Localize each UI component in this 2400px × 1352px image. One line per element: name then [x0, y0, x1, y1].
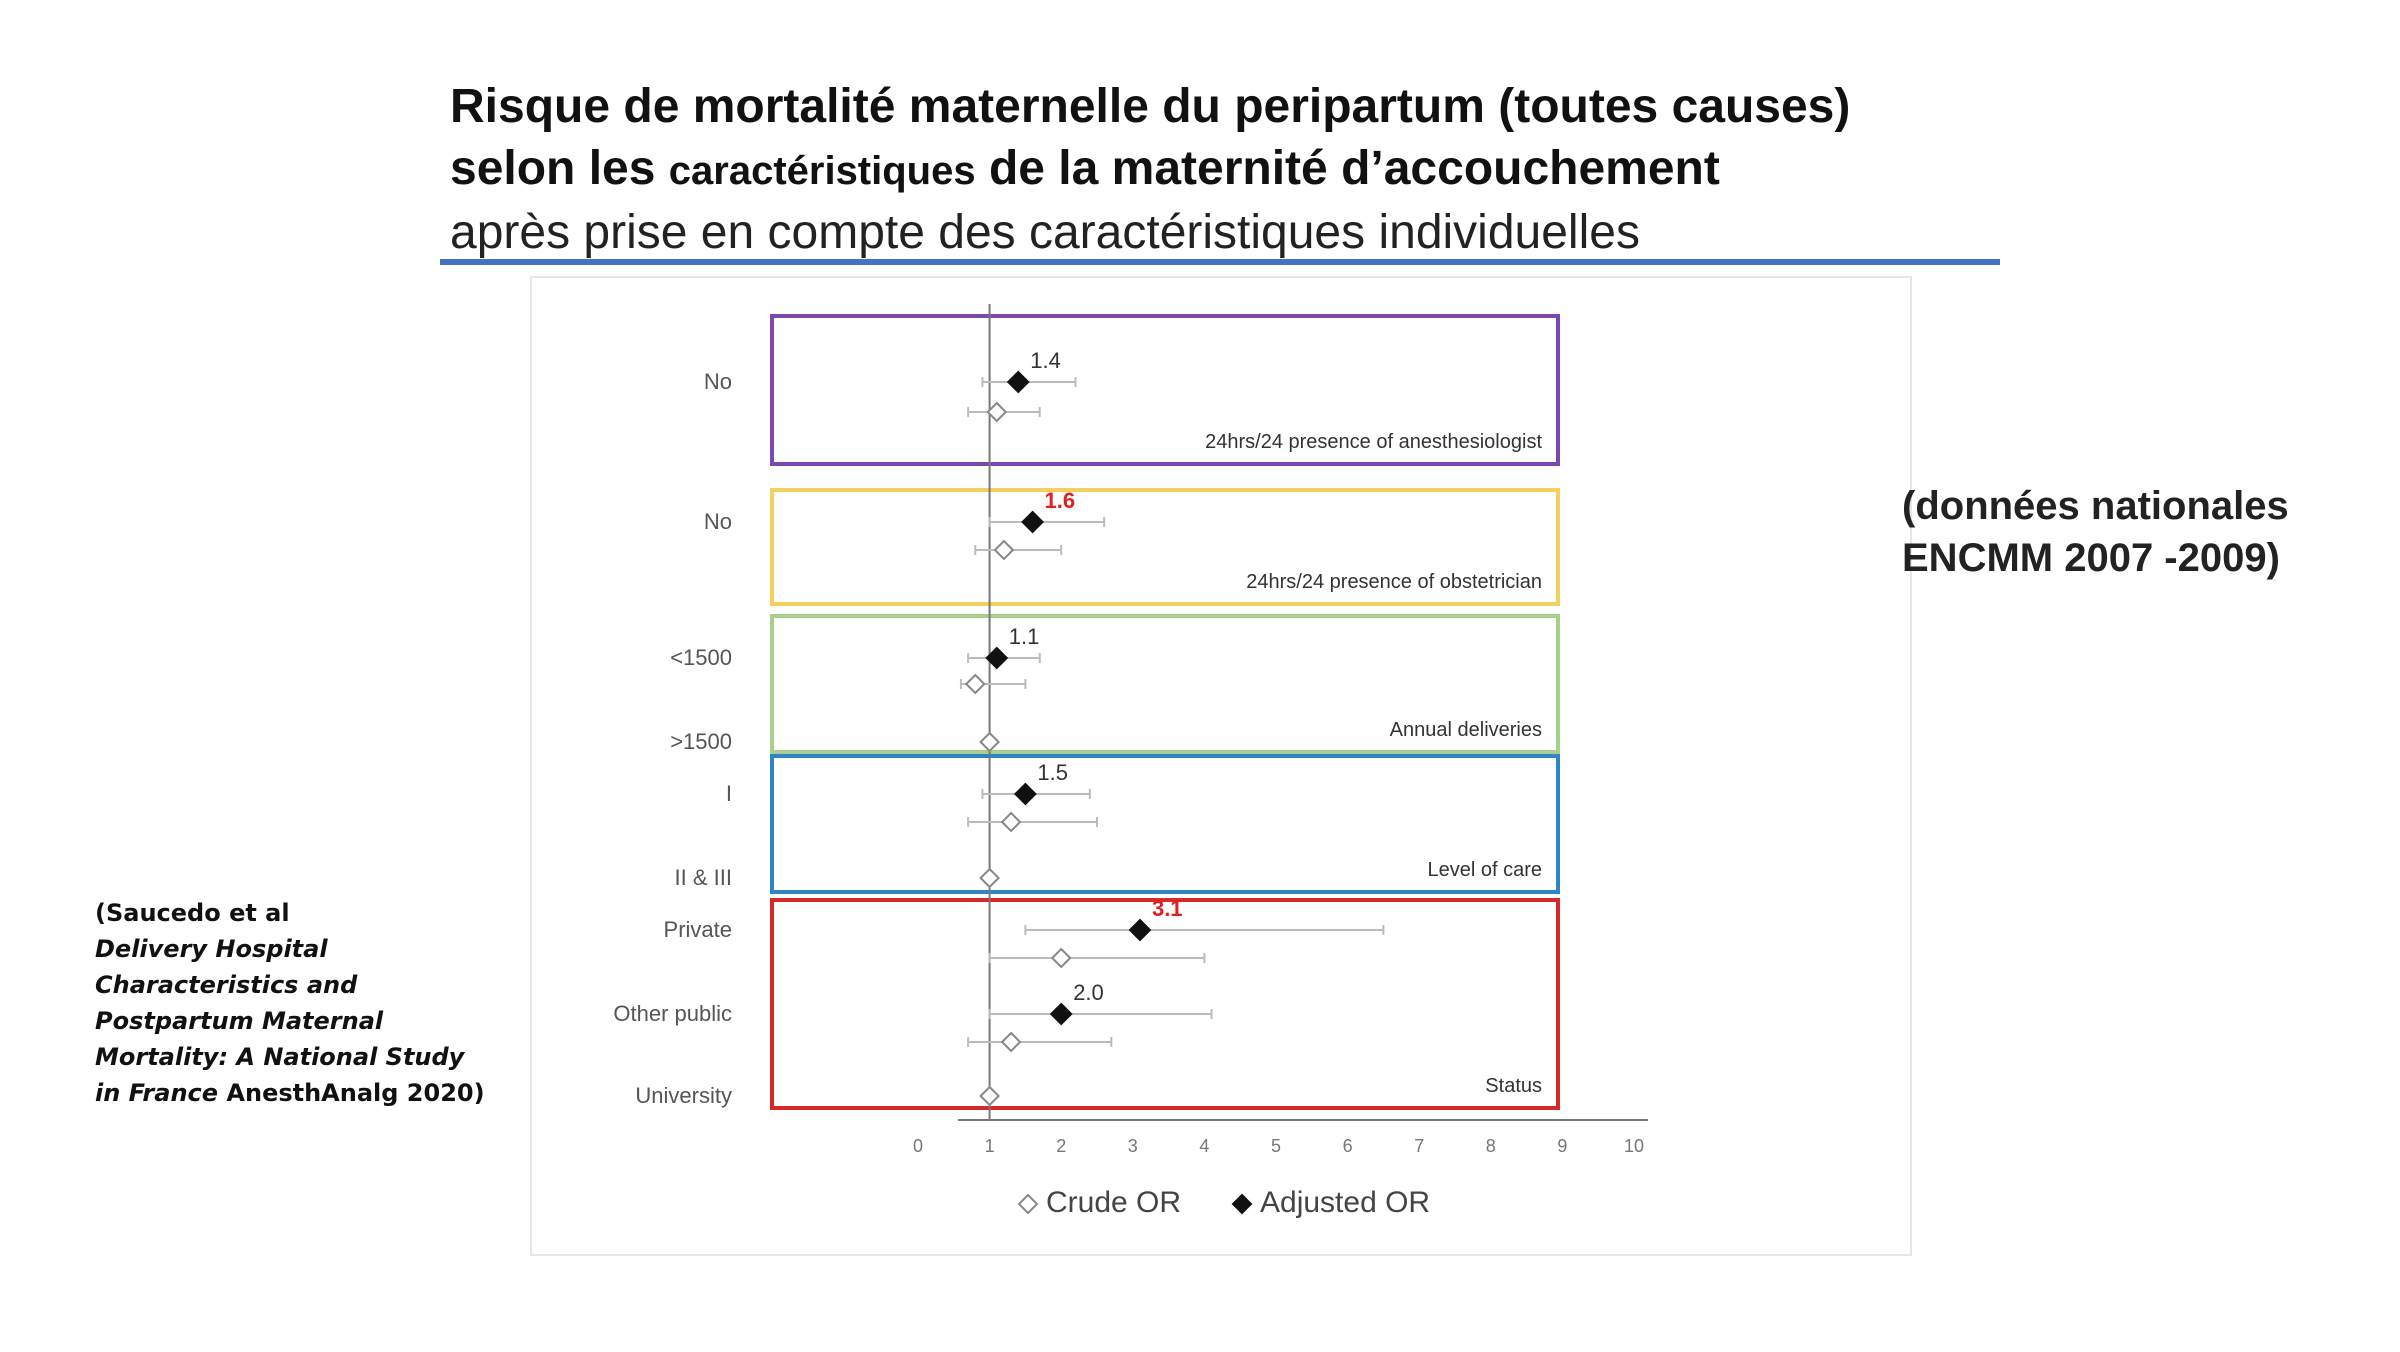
row-label: Private	[663, 917, 732, 942]
row-label: >1500	[670, 729, 732, 754]
row-label: University	[635, 1083, 732, 1108]
adjusted-or-value-label: 3.1	[1151, 896, 1183, 921]
x-tick-label: 5	[1270, 1136, 1282, 1156]
crude-or-marker	[1019, 1195, 1037, 1213]
title-line-1: Risque de mortalité maternelle du peripartum (toutes causes)	[450, 80, 1851, 133]
x-tick-label: 7	[1414, 1136, 1425, 1156]
data-source-line-1: (données nationales	[1902, 484, 2289, 528]
row-label: No	[703, 369, 732, 394]
title-line-2	[450, 138, 2010, 202]
x-tick-label: 2	[1056, 1136, 1067, 1156]
adjusted-or-value-label: 1.6	[1044, 488, 1076, 513]
x-tick-label: 4	[1199, 1136, 1210, 1156]
crude-or-marker	[1002, 1033, 1020, 1051]
group-label: 24hrs/24 presence of anesthesiologist	[1205, 431, 1542, 453]
crude-or-marker	[1002, 813, 1020, 831]
forest-plot	[532, 278, 1910, 1254]
group-label: Annual deliveries	[1389, 719, 1542, 741]
legend-crude-label: Crude OR	[1046, 1186, 1182, 1219]
x-tick-label: 9	[1557, 1136, 1568, 1156]
crude-or-marker	[981, 1087, 999, 1105]
data-source-line-2: ENCMM 2007 -2009)	[1902, 536, 2280, 580]
row-label: I	[725, 781, 732, 806]
row-label: II & III	[674, 865, 732, 890]
group-box	[772, 900, 1558, 1108]
x-tick-label: 3	[1127, 1136, 1138, 1156]
title-line-2b: caractéristiques	[668, 149, 976, 193]
crude-or-marker	[1052, 949, 1070, 967]
adjusted-or-marker	[1130, 920, 1150, 940]
title-line-2a: selon les	[450, 142, 669, 195]
title-line-2c: de la maternité d’accouchement	[975, 142, 1720, 195]
crude-or-marker	[966, 675, 984, 693]
subtitle: après prise en compte des caractéristiques individuelles	[450, 206, 1640, 259]
adjusted-or-value-label: 1.5	[1037, 760, 1068, 785]
data-source-note	[1902, 480, 2289, 584]
group-label: Level of care	[1427, 859, 1542, 881]
group-label: 24hrs/24 presence of obstetrician	[1246, 571, 1542, 593]
adjusted-or-marker	[1015, 784, 1035, 804]
legend-adjusted-label: Adjusted OR	[1260, 1186, 1431, 1219]
title-underline	[440, 259, 2000, 265]
adjusted-or-marker	[1008, 372, 1028, 392]
citation-line-1: (Saucedo et al	[95, 899, 290, 927]
adjusted-or-marker	[1051, 1004, 1071, 1024]
group-label: Status	[1485, 1075, 1542, 1097]
adjusted-or-marker	[1023, 512, 1043, 532]
adjusted-or-value-label: 2.0	[1073, 980, 1104, 1005]
row-label: <1500	[670, 645, 732, 670]
crude-or-marker	[995, 541, 1013, 559]
x-tick-label: 8	[1485, 1136, 1496, 1156]
citation-journal: AnesthAnalg 2020)	[218, 1079, 485, 1107]
row-label: No	[703, 509, 732, 534]
x-tick-label: 10	[1623, 1136, 1645, 1156]
crude-or-marker	[981, 733, 999, 751]
adjusted-or-value-label: 1.1	[1008, 624, 1040, 649]
crude-or-marker	[981, 869, 999, 887]
adjusted-or-value-label: 1.4	[1030, 348, 1061, 373]
citation-article-title: Delivery Hospital Characteristics and Postpartum Maternal Mortality: A National Study in France	[95, 935, 465, 1107]
citation	[95, 895, 495, 1111]
x-tick-label: 0	[912, 1136, 924, 1156]
row-label: Other public	[613, 1001, 732, 1026]
x-tick-label: 1	[984, 1136, 995, 1156]
title-block	[450, 76, 2010, 264]
forest-plot-panel	[530, 276, 1912, 1256]
adjusted-or-marker	[1233, 1195, 1251, 1213]
x-tick-label: 6	[1342, 1136, 1353, 1156]
